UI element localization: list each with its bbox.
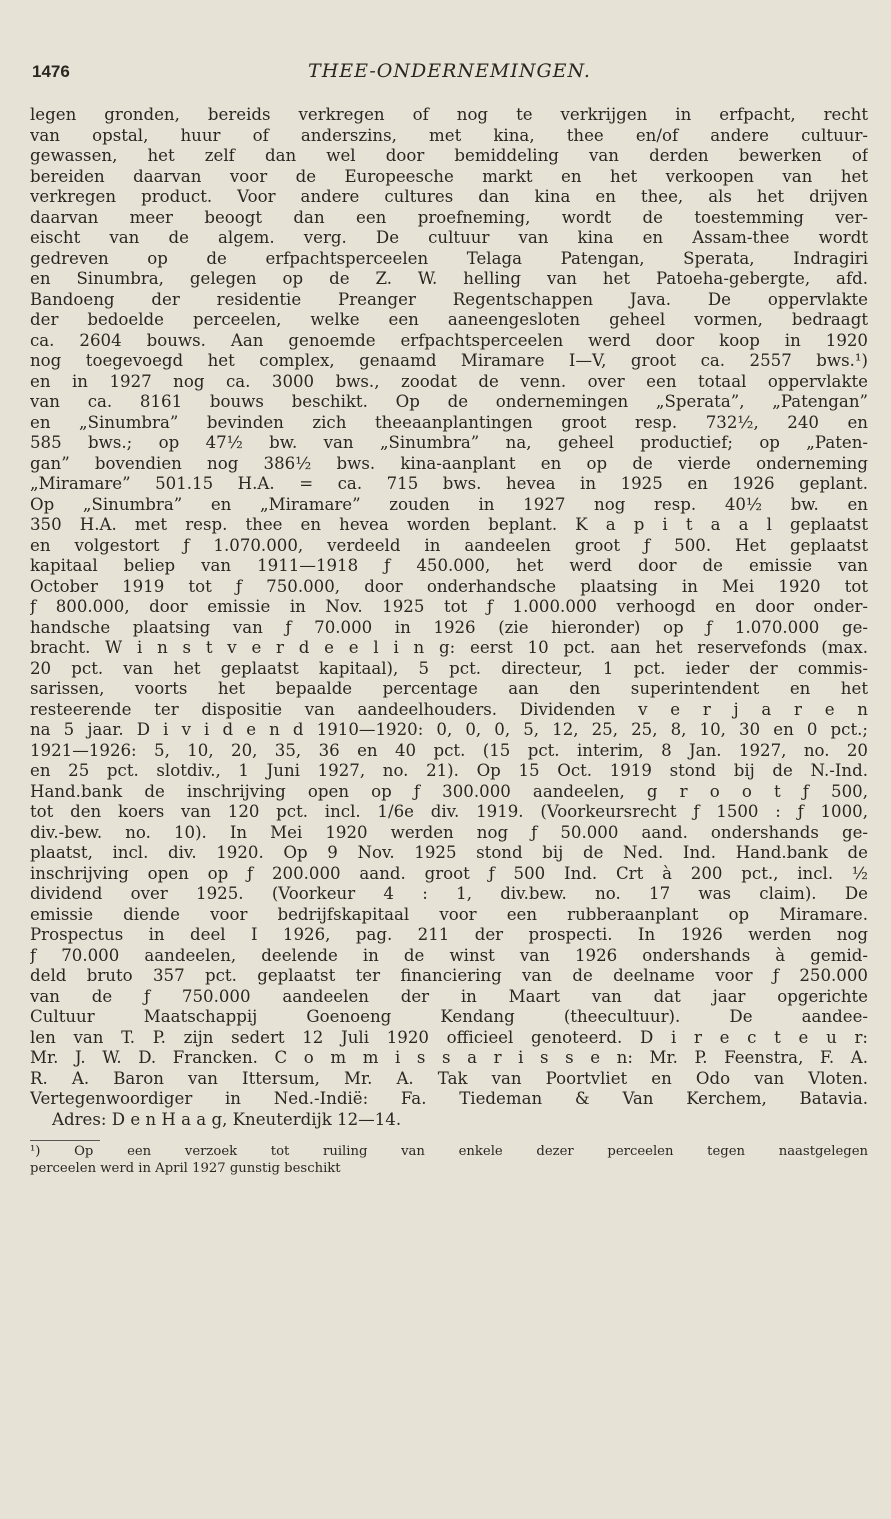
text-line: len van T. P. zijn sedert 12 Juli 1920 officieel genoteerd. D i r e c t e u r: bbox=[30, 1027, 868, 1047]
text-line: plaatst, incl. div. 1920. Op 9 Nov. 1925 stond bij de Ned. Ind. Hand.bank de bbox=[30, 843, 868, 862]
text-line: Op „Sinumbra” en „Miramare” zouden in 1927 nog resp. 40½ bw. en bbox=[30, 494, 868, 514]
text-line: en volgestort ƒ 1.070.000, verdeeld in aandeelen groot ƒ 500. Het geplaatst bbox=[30, 535, 868, 555]
text-line: der bedoelde perceelen, welke een aaneengesloten geheel vormen, bedraagt bbox=[30, 310, 868, 329]
text-line: gan” bovendien nog 386½ bws. kina-aanplant en op de vierde onderneming bbox=[30, 453, 868, 473]
text-line: dividend over 1925. (Voorkeur 4 : 1, div.bew. no. 17 was claim). De bbox=[30, 884, 868, 903]
footnote-line: ¹) Op een verzoek tot ruiling van enkele dezer perceelen tegen naastgelegen bbox=[30, 1144, 868, 1159]
body-text bbox=[30, 105, 868, 1130]
text-line: ƒ 70.000 aandeelen, deelende in de winst van 1926 ondershands à gemid- bbox=[30, 945, 868, 965]
text-line: eischt van de algem. verg. De cultuur van kina en Assam-thee wordt bbox=[30, 228, 868, 247]
text-line: gewassen, het zelf dan wel door bemiddeling van derden bewerken of bbox=[30, 146, 868, 165]
text-line: Hand.bank de inschrijving open op ƒ 300.000 aandeelen, g r o o t ƒ 500, bbox=[30, 781, 868, 801]
text-line: R. A. Baron van Ittersum, Mr. A. Tak van Poortvliet en Odo van Vloten. bbox=[30, 1068, 868, 1088]
text-line: Cultuur Maatschappij Goenoeng Kendang (theecultuur). De aandee- bbox=[30, 1007, 868, 1026]
text-line: na 5 jaar. D i v i d e n d 1910—1920: 0, 0, 0, 5, 12, 25, 25, 8, 10, 30 en 0 pct.; bbox=[30, 720, 868, 739]
text-line: handsche plaatsing van ƒ 70.000 in 1926 (zie hieronder) op ƒ 1.070.000 ge- bbox=[30, 617, 868, 637]
text-line: bracht. W i n s t v e r d e e l i n g: eerst 10 pct. aan het reservefonds (max. bbox=[30, 638, 868, 657]
text-line: inschrijving open op ƒ 200.000 aand. groot ƒ 500 Ind. Crt à 200 pct., incl. ½ bbox=[30, 863, 868, 883]
text-line: van de ƒ 750.000 aandeelen der in Maart van dat jaar opgerichte bbox=[30, 986, 868, 1006]
footnote-rule bbox=[30, 1140, 100, 1141]
text-line: Adres: D e n H a a g, Kneuterdijk 12—14. bbox=[52, 1109, 402, 1129]
text-line: ca. 2604 bouws. Aan genoemde erfpachtsperceelen werd door koop in 1920 bbox=[30, 330, 868, 350]
text-line: van ca. 8161 bouws beschikt. Op de ondernemingen „Sperata”, „Patengan” bbox=[30, 392, 868, 411]
text-line: Bandoeng der residentie Preanger Regentschappen Java. De oppervlakte bbox=[30, 289, 868, 309]
text-line: tot den koers van 120 pct. incl. 1/6e div. 1919. (Voorkeursrecht ƒ 1500 : ƒ 1000, bbox=[30, 802, 868, 821]
text-line: emissie diende voor bedrijfskapitaal voor een rubberaanplant op Miramare. bbox=[30, 904, 868, 924]
text-line: 350 H.A. met resp. thee en hevea worden beplant. K a p i t a a l geplaatst bbox=[30, 515, 868, 534]
text-line: bereiden daarvan voor de Europeesche markt en het verkoopen van het bbox=[30, 166, 868, 186]
text-line: 1921—1926: 5, 10, 20, 35, 36 en 40 pct. (15 pct. interim, 8 Jan. 1927, no. 20 bbox=[30, 740, 868, 760]
text-line: deld bruto 357 pct. geplaatst ter financiering van de deelname voor ƒ 250.000 bbox=[30, 966, 868, 985]
text-line: van opstal, huur of anderszins, met kina, thee en/of andere cultuur- bbox=[30, 125, 868, 145]
text-line: Mr. J. W. D. Francken. C o m m i s s a r i s s e n: Mr. P. Feenstra, F. A. bbox=[30, 1048, 868, 1067]
text-line: 585 bws.; op 47½ bw. van „Sinumbra” na, geheel productief; op „Paten- bbox=[30, 433, 868, 452]
running-title: THEE-ONDERNEMINGEN. bbox=[308, 60, 591, 82]
text-line: en in 1927 nog ca. 3000 bws., zoodat de venn. over een totaal oppervlakte bbox=[30, 371, 868, 391]
page-number: 1476 bbox=[32, 62, 70, 81]
text-line: daarvan meer beoogt dan een proefneming, wordt de toestemming ver- bbox=[30, 207, 868, 227]
page-header bbox=[32, 60, 867, 90]
text-line: verkregen product. Voor andere cultures dan kina en thee, als het drijven bbox=[30, 187, 868, 206]
text-line: „Miramare” 501.15 H.A. = ca. 715 bws. hevea in 1925 en 1926 geplant. bbox=[30, 474, 868, 493]
text-line: en Sinumbra, gelegen op de Z. W. helling van het Patoeha-gebergte, afd. bbox=[30, 269, 868, 288]
text-line: October 1919 tot ƒ 750.000, door onderhandsche plaatsing in Mei 1920 tot bbox=[30, 576, 868, 596]
text-line: div.-bew. no. 10). In Mei 1920 werden nog ƒ 50.000 aand. ondershands ge- bbox=[30, 822, 868, 842]
footnote-line: perceelen werd in April 1927 gunstig beschikt bbox=[30, 1161, 341, 1176]
text-line: en „Sinumbra” bevinden zich theeaanplantingen groot resp. 732½, 240 en bbox=[30, 412, 868, 432]
footnotes bbox=[30, 1140, 868, 1177]
text-line: Vertegenwoordiger in Ned.-Indië: Fa. Tiedeman & Van Kerchem, Batavia. bbox=[30, 1089, 868, 1108]
text-line: legen gronden, bereids verkregen of nog te verkrijgen in erfpacht, recht bbox=[30, 105, 868, 124]
text-line: 20 pct. van het geplaatst kapitaal), 5 pct. directeur, 1 pct. ieder der commis- bbox=[30, 658, 868, 678]
text-line: nog toegevoegd het complex, genaamd Miramare I—V, groot ca. 2557 bws.¹) bbox=[30, 351, 868, 370]
text-line: Prospectus in deel I 1926, pag. 211 der prospecti. In 1926 werden nog bbox=[30, 925, 868, 944]
text-line: resteerende ter dispositie van aandeelhouders. Dividenden v e r j a r e n bbox=[30, 699, 868, 719]
text-line: sarissen, voorts het bepaalde percentage aan den superintendent en het bbox=[30, 679, 868, 698]
text-line: ƒ 800.000, door emissie in Nov. 1925 tot ƒ 1.000.000 verhoogd en door onder- bbox=[30, 597, 868, 616]
text-line: gedreven op de erfpachtsperceelen Telaga Patengan, Sperata, Indragiri bbox=[30, 248, 868, 268]
text-line: kapitaal beliep van 1911—1918 ƒ 450.000, het werd door de emissie van bbox=[30, 556, 868, 575]
text-line: en 25 pct. slotdiv., 1 Juni 1927, no. 21). Op 15 Oct. 1919 stond bij de N.-Ind. bbox=[30, 761, 868, 780]
